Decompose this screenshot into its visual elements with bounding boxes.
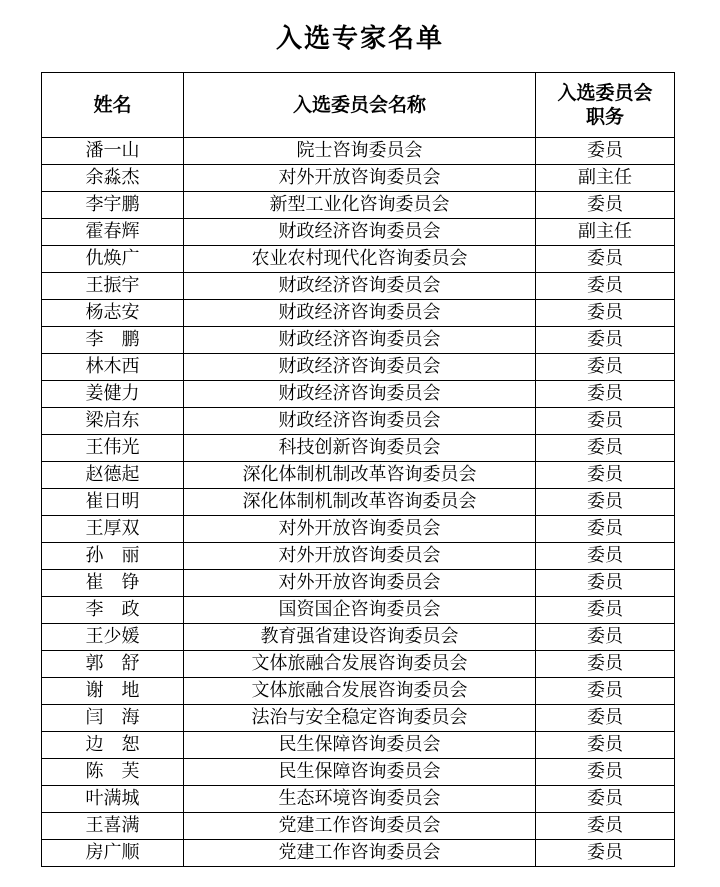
cell-role: 委员 xyxy=(536,381,675,408)
cell-name: 王伟光 xyxy=(42,435,184,462)
cell-name: 房广顺 xyxy=(42,840,184,867)
cell-name: 郭 舒 xyxy=(42,651,184,678)
cell-committee: 对外开放咨询委员会 xyxy=(184,516,536,543)
cell-committee: 文体旅融合发展咨询委员会 xyxy=(184,678,536,705)
cell-role: 委员 xyxy=(536,786,675,813)
cell-committee: 院士咨询委员会 xyxy=(184,138,536,165)
cell-name: 王少媛 xyxy=(42,624,184,651)
cell-role: 委员 xyxy=(536,300,675,327)
cell-name: 姜健力 xyxy=(42,381,184,408)
cell-role: 委员 xyxy=(536,327,675,354)
cell-role: 委员 xyxy=(536,246,675,273)
table-row xyxy=(42,435,675,462)
table-row xyxy=(42,543,675,570)
cell-role: 委员 xyxy=(536,543,675,570)
cell-name: 李 政 xyxy=(42,597,184,624)
cell-name: 闫 海 xyxy=(42,705,184,732)
cell-committee: 农业农村现代化咨询委员会 xyxy=(184,246,536,273)
table-row xyxy=(42,381,675,408)
cell-role: 委员 xyxy=(536,840,675,867)
cell-committee: 科技创新咨询委员会 xyxy=(184,435,536,462)
cell-name: 叶满城 xyxy=(42,786,184,813)
table-row xyxy=(42,840,675,867)
table-row xyxy=(42,651,675,678)
cell-committee: 对外开放咨询委员会 xyxy=(184,543,536,570)
table-row xyxy=(42,246,675,273)
cell-name: 崔日明 xyxy=(42,489,184,516)
table-row xyxy=(42,327,675,354)
table-body xyxy=(42,138,675,867)
page-title: 入选专家名单 xyxy=(275,24,444,54)
table-row xyxy=(42,759,675,786)
cell-committee: 财政经济咨询委员会 xyxy=(184,381,536,408)
cell-name: 潘一山 xyxy=(42,138,184,165)
table-row xyxy=(42,705,675,732)
cell-role: 委员 xyxy=(536,759,675,786)
cell-role: 委员 xyxy=(536,597,675,624)
cell-committee: 国资国企咨询委员会 xyxy=(184,597,536,624)
cell-role: 委员 xyxy=(536,678,675,705)
table-row xyxy=(42,624,675,651)
cell-name: 王振宇 xyxy=(42,273,184,300)
table-row xyxy=(42,570,675,597)
table-row xyxy=(42,732,675,759)
table-row xyxy=(42,300,675,327)
table-row xyxy=(42,813,675,840)
cell-name: 杨志安 xyxy=(42,300,184,327)
table-row xyxy=(42,192,675,219)
cell-name: 霍春辉 xyxy=(42,219,184,246)
cell-name: 林木西 xyxy=(42,354,184,381)
expert-list-table xyxy=(41,72,675,867)
cell-role: 委员 xyxy=(536,138,675,165)
cell-role: 委员 xyxy=(536,408,675,435)
cell-role: 委员 xyxy=(536,570,675,597)
header-committee: 入选委员会名称 xyxy=(184,73,536,138)
cell-role: 委员 xyxy=(536,732,675,759)
cell-committee: 深化体制机制改革咨询委员会 xyxy=(184,489,536,516)
cell-committee: 深化体制机制改革咨询委员会 xyxy=(184,462,536,489)
cell-role: 委员 xyxy=(536,354,675,381)
cell-committee: 党建工作咨询委员会 xyxy=(184,840,536,867)
cell-name: 孙 丽 xyxy=(42,543,184,570)
cell-committee: 对外开放咨询委员会 xyxy=(184,165,536,192)
cell-name: 崔 铮 xyxy=(42,570,184,597)
cell-name: 王厚双 xyxy=(42,516,184,543)
cell-committee: 对外开放咨询委员会 xyxy=(184,570,536,597)
cell-role: 委员 xyxy=(536,651,675,678)
cell-name: 谢 地 xyxy=(42,678,184,705)
cell-role: 委员 xyxy=(536,462,675,489)
table-row xyxy=(42,354,675,381)
table-row xyxy=(42,786,675,813)
table-row xyxy=(42,462,675,489)
cell-committee: 财政经济咨询委员会 xyxy=(184,327,536,354)
cell-role: 委员 xyxy=(536,273,675,300)
cell-committee: 文体旅融合发展咨询委员会 xyxy=(184,651,536,678)
cell-committee: 法治与安全稳定咨询委员会 xyxy=(184,705,536,732)
cell-name: 梁启东 xyxy=(42,408,184,435)
table-row xyxy=(42,678,675,705)
header-role-line2: 职务 xyxy=(585,106,624,128)
cell-committee: 民生保障咨询委员会 xyxy=(184,759,536,786)
cell-committee: 财政经济咨询委员会 xyxy=(184,354,536,381)
cell-committee: 财政经济咨询委员会 xyxy=(184,300,536,327)
cell-committee: 财政经济咨询委员会 xyxy=(184,219,536,246)
table-row xyxy=(42,489,675,516)
cell-name: 赵德起 xyxy=(42,462,184,489)
header-role-line1: 入选委员会 xyxy=(557,82,653,104)
cell-name: 仇焕广 xyxy=(42,246,184,273)
cell-role: 副主任 xyxy=(536,165,675,192)
cell-role: 委员 xyxy=(536,813,675,840)
header-name: 姓名 xyxy=(42,73,184,138)
table-row xyxy=(42,516,675,543)
table-row xyxy=(42,597,675,624)
cell-committee: 财政经济咨询委员会 xyxy=(184,408,536,435)
table-row xyxy=(42,165,675,192)
cell-role: 委员 xyxy=(536,705,675,732)
cell-name: 王喜满 xyxy=(42,813,184,840)
cell-role: 委员 xyxy=(536,516,675,543)
cell-role: 委员 xyxy=(536,435,675,462)
cell-role: 委员 xyxy=(536,489,675,516)
table-header-row xyxy=(42,73,675,138)
cell-name: 陈 芙 xyxy=(42,759,184,786)
table-row xyxy=(42,408,675,435)
cell-role: 委员 xyxy=(536,624,675,651)
cell-committee: 财政经济咨询委员会 xyxy=(184,273,536,300)
table-row xyxy=(42,219,675,246)
table-row xyxy=(42,273,675,300)
cell-committee: 党建工作咨询委员会 xyxy=(184,813,536,840)
header-role xyxy=(536,73,675,138)
cell-role: 委员 xyxy=(536,192,675,219)
cell-name: 李 鹏 xyxy=(42,327,184,354)
cell-name: 余淼杰 xyxy=(42,165,184,192)
cell-committee: 民生保障咨询委员会 xyxy=(184,732,536,759)
cell-role: 副主任 xyxy=(536,219,675,246)
cell-name: 边 恕 xyxy=(42,732,184,759)
cell-committee: 生态环境咨询委员会 xyxy=(184,786,536,813)
cell-committee: 新型工业化咨询委员会 xyxy=(184,192,536,219)
table-row xyxy=(42,138,675,165)
cell-committee: 教育强省建设咨询委员会 xyxy=(184,624,536,651)
cell-name: 李宇鹏 xyxy=(42,192,184,219)
